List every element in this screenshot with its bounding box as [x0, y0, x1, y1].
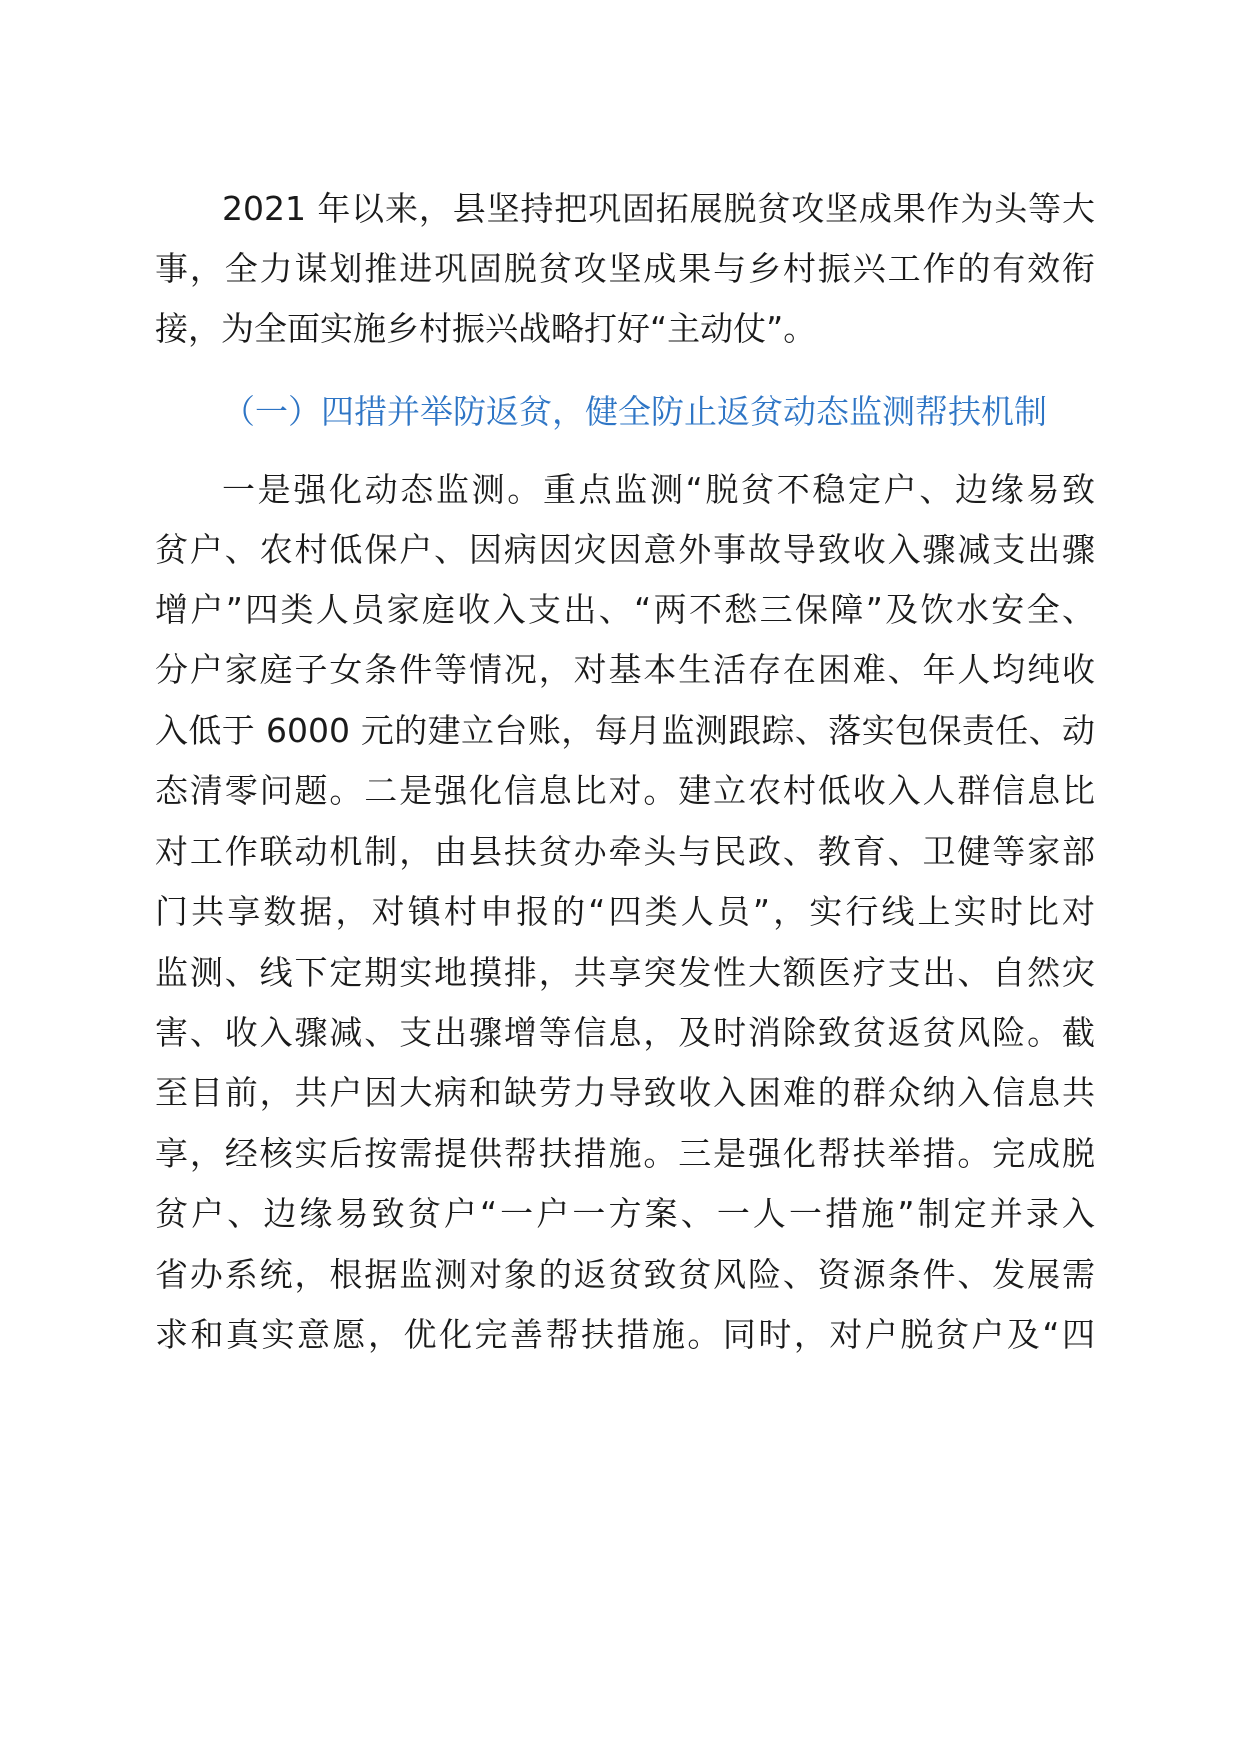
body-line-6: 态清零问题。二是强化信息比对。建立农村低收入人群信息比	[155, 771, 1095, 810]
body-line-5: 入低于 6000 元的建立台账，每月监测跟踪、落实包保责任、动	[155, 711, 1095, 750]
intro-line-1: 2021 年以来，县坚持把巩固拓展脱贫攻坚成果作为头等大	[222, 189, 1095, 228]
body-line-9: 监测、线下定期实地摸排，共享突发性大额医疗支出、自然灾	[155, 953, 1095, 992]
section-heading: （一）四措并举防返贫，健全防止返贫动态监测帮扶机制	[222, 392, 1047, 431]
body-line-1: 一是强化动态监测。重点监测“脱贫不稳定户、边缘易致	[222, 470, 1095, 509]
body-line-10: 害、收入骤减、支出骤增等信息，及时消除致贫返贫风险。截	[155, 1013, 1095, 1052]
body-line-4: 分户家庭子女条件等情况，对基本生活存在困难、年人均纯收	[155, 650, 1095, 689]
body-line-7: 对工作联动机制，由县扶贫办牵头与民政、教育、卫健等家部	[155, 832, 1095, 871]
body-line-14: 省办系统，根据监测对象的返贫致贫风险、资源条件、发展需	[155, 1255, 1095, 1294]
body-line-11: 至目前，共户因大病和缺劳力导致收入困难的群众纳入信息共	[155, 1073, 1095, 1112]
body-line-8: 门共享数据，对镇村申报的“四类人员”，实行线上实时比对	[155, 892, 1095, 931]
body-line-15: 求和真实意愿，优化完善帮扶措施。同时，对户脱贫户及“四	[155, 1315, 1095, 1354]
intro-line-2: 事，全力谋划推进巩固脱贫攻坚成果与乡村振兴工作的有效衔	[155, 249, 1095, 288]
body-line-2: 贫户、农村低保户、因病因灾因意外事故导致收入骤减支出骤	[155, 530, 1095, 569]
body-line-13: 贫户、边缘易致贫户“一户一方案、一人一措施”制定并录入	[155, 1194, 1095, 1233]
intro-line-3: 接，为全面实施乡村振兴战略打好“主动仗”。	[155, 309, 817, 348]
body-line-3: 增户”四类人员家庭收入支出、“两不愁三保障”及饮水安全、	[155, 590, 1095, 629]
body-line-12: 享，经核实后按需提供帮扶措施。三是强化帮扶举措。完成脱	[155, 1134, 1095, 1173]
